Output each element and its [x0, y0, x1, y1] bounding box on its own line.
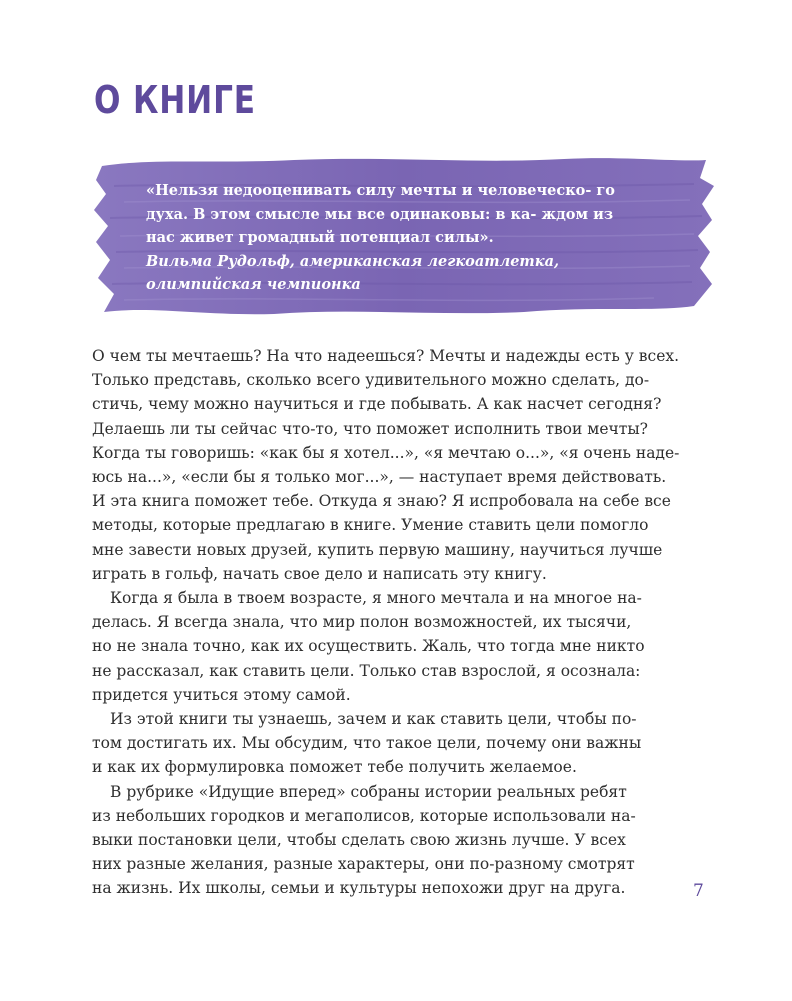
- text-line: методы, которые предлагаю в книге. Умение ставить цели помогло: [92, 516, 649, 535]
- quote-text: «Нельзя недооценивать силу мечты и человеческо- го духа. В этом смысле мы все одинаковы: в ка- ждом из нас живет громадный потенциал силы».: [146, 182, 615, 246]
- text-line: Из этой книги ты узнаешь, зачем и как ставить цели, чтобы по-: [110, 710, 637, 729]
- text-line: выки постановки цели, чтобы сделать свою жизнь лучше. У всех: [92, 831, 626, 850]
- text-line: не рассказал, как ставить цели. Только став взрослой, я осознала:: [92, 661, 641, 680]
- text-line: мне завести новых друзей, купить первую машину, научиться лучше: [92, 540, 663, 559]
- text-line: О чем ты мечтаешь? На что надеешься? Мечты и надежды есть у всех.: [92, 347, 680, 365]
- text-line: Когда я была в твоем возрасте, я много мечтала и на многое на-: [110, 589, 642, 608]
- paragraph-3: [92, 707, 642, 780]
- text-line: играть в гольф, начать свое дело и написать эту книгу.: [92, 564, 547, 583]
- text-line: том достигать их. Мы обсудим, что такое цели, почему они важны: [92, 734, 642, 753]
- page-number: 7: [693, 881, 704, 901]
- text-line: юсь на...», «если бы я только мог...», — наступает время действовать.: [92, 468, 667, 487]
- text-line: придется учиться этому самой.: [92, 685, 351, 704]
- text-line: них разные желания, разные характеры, они по-разному смотрят: [92, 855, 635, 874]
- text-line: Только представь, сколько всего удивительного можно сделать, до-: [92, 371, 650, 390]
- quote-author: Вильма Рудольф, американская легкоатлетка,: [146, 252, 560, 270]
- text-line: делась. Я всегда знала, что мир полон возможностей, их тысячи,: [92, 613, 632, 632]
- paragraph-4: [92, 780, 636, 901]
- quote-author-role: олимпийская чемпионка: [146, 276, 361, 293]
- text-line: из небольших городков и мегаполисов, которые использовали на-: [92, 806, 636, 825]
- text-line: И эта книга поможет тебе. Откуда я знаю? Я испробовала на себе все: [92, 492, 671, 511]
- page-title: О КНИГЕ: [94, 78, 256, 122]
- text-line: стичь, чему можно научиться и где побывать. А как насчет сегодня?: [92, 395, 662, 414]
- text-line: В рубрике «Идущие вперед» собраны истории реальных ребят: [110, 782, 627, 801]
- text-line: Когда ты говоришь: «как бы я хотел...», «я мечтаю о...», «я очень наде-: [92, 443, 680, 462]
- paragraph-2: [92, 586, 645, 707]
- text-line: и как их формулировка поможет тебе получить желаемое.: [92, 758, 577, 777]
- text-line: но не знала точно, как их осуществить. Жаль, что тогда мне никто: [92, 637, 645, 656]
- text-line: Делаешь ли ты сейчас что-то, что поможет исполнить твои мечты?: [92, 419, 648, 438]
- epigraph-quote: [146, 179, 616, 297]
- paragraph-1: [92, 344, 680, 586]
- text-line: на жизнь. Их школы, семьи и культуры непохожи друг на друга.: [92, 879, 626, 898]
- body-text: [92, 344, 680, 901]
